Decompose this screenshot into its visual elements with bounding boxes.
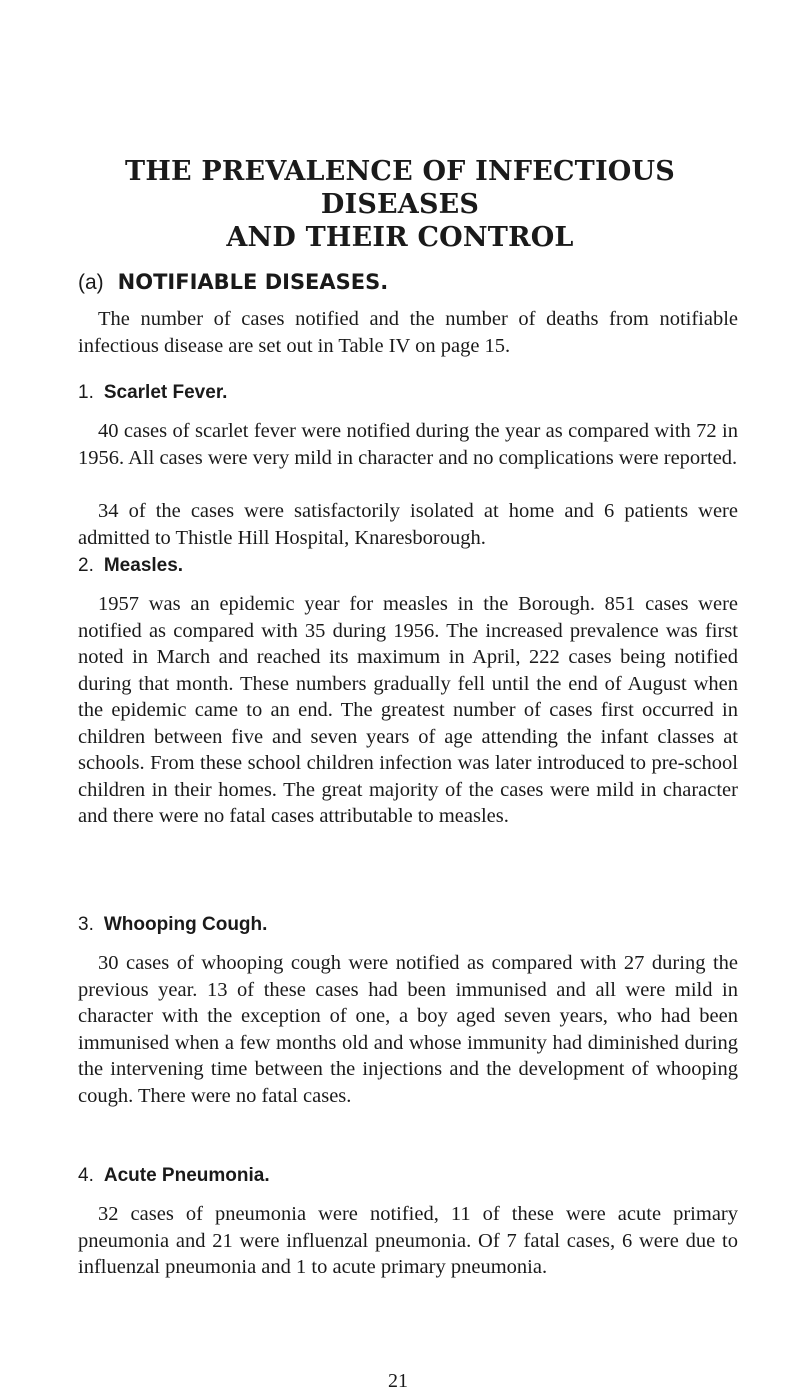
item-heading-acute-pneumonia	[78, 1165, 270, 1187]
item-name: Whooping Cough.	[103, 914, 268, 935]
whooping-cough-paragraph-1: 30 cases of whooping cough were notified as compared with 27 during the previous year. 13 of these cases had been immunised and all were mild in character with the exception of one, a boy aged seven years, who had been immunised when a few months old and whose immunity had diminished during the intervening time between the injections and the development of whooping cough. There were no fatal cases.	[78, 952, 738, 1107]
scarlet-fever-paragraph-1: 40 cases of scarlet fever were notified during the year as compared with 72 in 1956. All cases were very mild in character and no complications were reported.	[78, 420, 738, 469]
title-line-2: AND THEIR CONTROL	[226, 222, 574, 253]
item-heading-scarlet-fever	[78, 382, 227, 404]
item-name: Scarlet Fever.	[103, 382, 228, 403]
item-number: 3.	[78, 914, 94, 935]
item-name: Acute Pneumonia.	[103, 1165, 270, 1186]
item-number: 2.	[78, 555, 94, 576]
item-number: 4.	[78, 1165, 94, 1186]
section-a-intro: The number of cases notified and the number of deaths from notifiable infectious disease are set out in Table IV on page 15.	[78, 308, 738, 357]
acute-pneumonia-paragraph-1: 32 cases of pneumonia were notified, 11 of these were acute primary pneumonia and 21 were influenzal pneumonia. Of 7 fatal cases, 6 were due to influenzal pneumonia and 1 to acute primary pneumonia.	[78, 1203, 738, 1278]
section-letter: (a)	[78, 271, 104, 294]
section-a-heading	[78, 270, 388, 295]
section-heading-text: NOTIFIABLE DISEASES.	[117, 270, 389, 294]
item-heading-measles	[78, 555, 183, 577]
item-heading-whooping-cough	[78, 914, 267, 936]
measles-paragraph-1: 1957 was an epidemic year for measles in the Borough. 851 cases were notified as compared with 35 during 1956. The increased prevalence was first noted in March and reached its maximum in April, 222 cases being notified during that month. These numbers gradually fell until the end of August when the epidemic came to an end. The greatest number of cases first occurred in children between five and seven years of age attending the infant classes at schools. From these school children infection was later introduced to pre-school children in their homes. The great majority of the cases were mild in character and there were no fatal cases attributable to measles.	[78, 593, 738, 827]
item-name: Measles.	[103, 555, 184, 576]
item-number: 1.	[78, 382, 94, 403]
scarlet-fever-paragraph-2: 34 of the cases were satisfactorily isolated at home and 6 patients were admitted to Thistle Hill Hospital, Knaresborough.	[78, 500, 738, 549]
title-line-1: THE PREVALENCE OF INFECTIOUS DISEASES	[125, 156, 675, 220]
page-number: 21	[388, 1370, 408, 1392]
page-title	[60, 155, 740, 254]
